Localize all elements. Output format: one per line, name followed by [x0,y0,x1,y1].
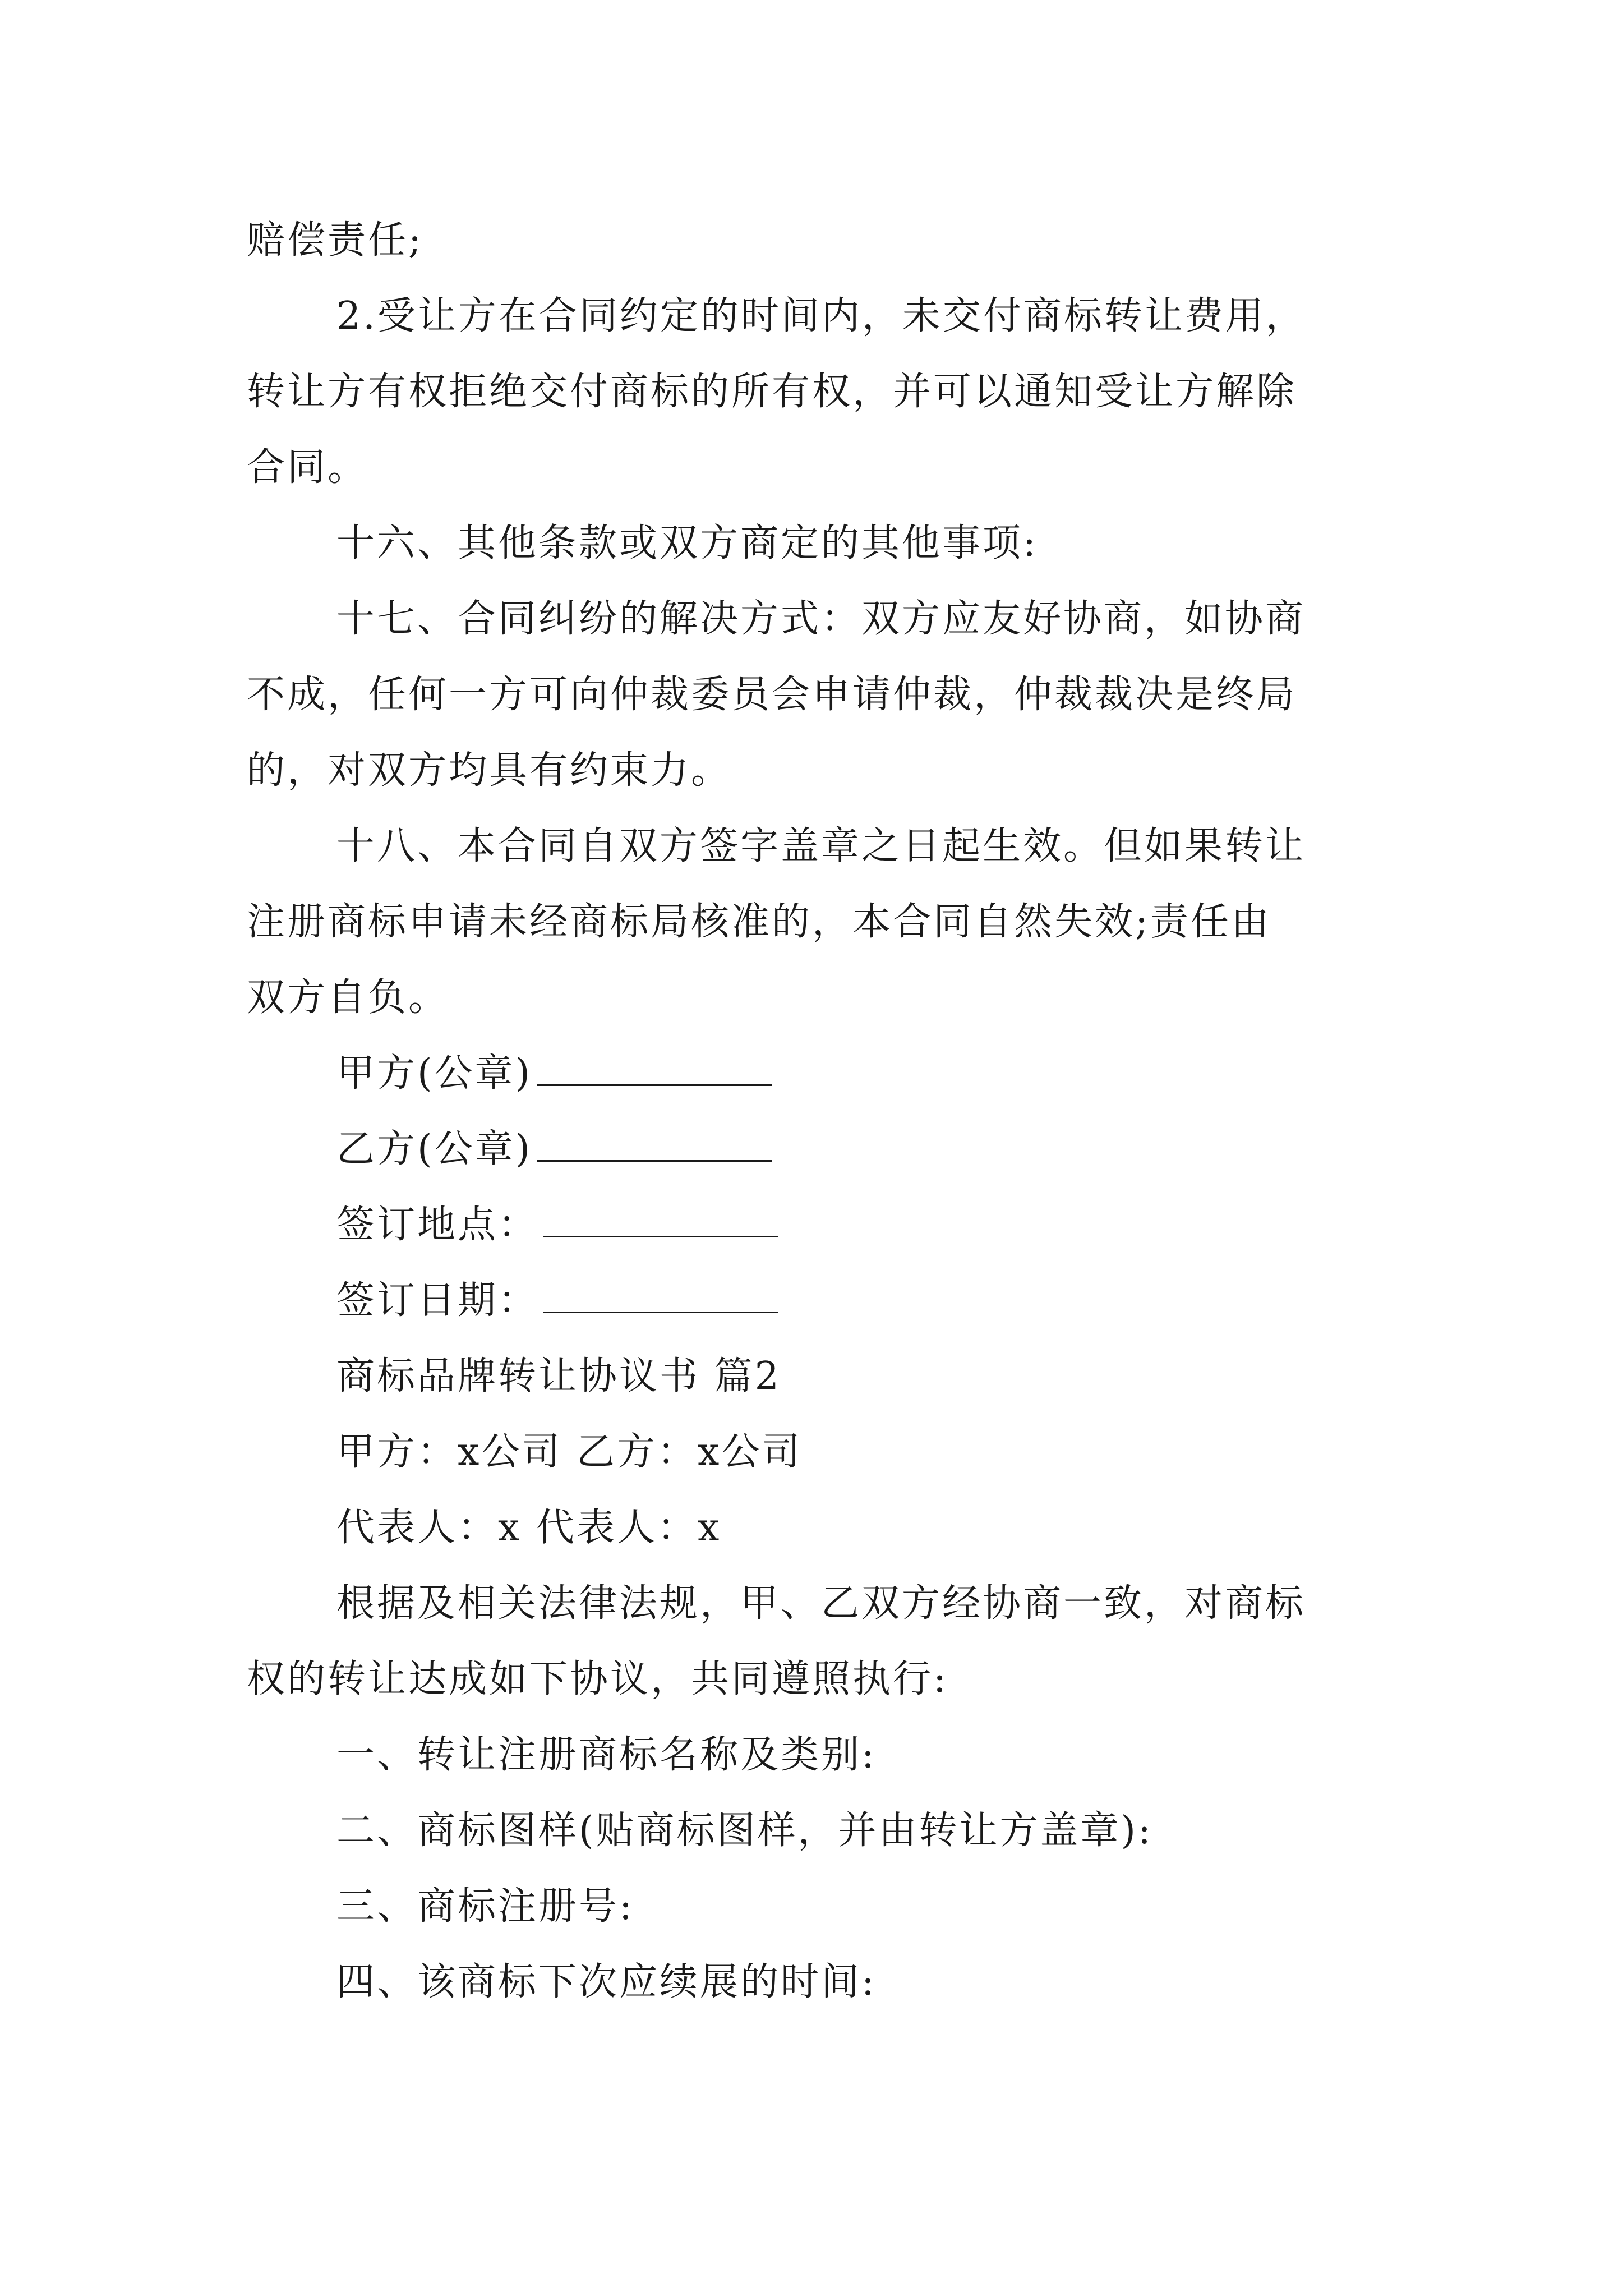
section-title: 商标品牌转让协议书 篇2 [336,1354,781,1398]
clause-line: 四、该商标下次应续展的时间: [336,1960,877,2004]
text-line: 合同。 [247,445,368,490]
clause-line: 二、商标图样(贴商标图样，并由转让方盖章): [336,1809,1153,1853]
field-label: 签订地点： [336,1203,539,1247]
text-line: 赔偿责任; [247,218,423,263]
text-line: 十八、本合同自双方签字盖章之日起生效。但如果转让 [336,824,1306,868]
text-line: 转让方有权拒绝交付商标的所有权，并可以通知受让方解除 [247,370,1297,414]
signature-field-party-b [336,1127,772,1171]
clause-line: 三、商标注册号: [336,1884,634,1929]
text-line: 的，对双方均具有约束力。 [247,748,732,793]
text-line: 2.受让方在合同约定的时间内，未交付商标转让费用， [336,294,1306,338]
blank-line [543,1282,778,1313]
text-line: 不成，任何一方可向仲裁委员会申请仲裁，仲裁裁决是终局 [247,673,1297,717]
representatives-line: 代表人：x 代表人：x [336,1506,722,1550]
intro-line: 权的转让达成如下协议，共同遵照执行: [247,1657,948,1701]
blank-line [537,1131,772,1162]
intro-line: 根据及相关法律法规，甲、乙双方经协商一致，对商标 [336,1581,1306,1626]
field-label: 乙方(公章) [336,1127,533,1171]
parties-line: 甲方：x公司 乙方：x公司 [336,1430,803,1474]
blank-line [543,1207,778,1237]
text-line: 注册商标申请未经商标局核准的，本合同自然失效;责任由 [247,900,1271,944]
signature-field-date [336,1278,778,1323]
clause-line: 一、转让注册商标名称及类别: [336,1733,877,1777]
blank-line [537,1055,772,1086]
text-line: 双方自负。 [247,976,449,1020]
signature-field-place [336,1203,778,1247]
field-label: 签订日期： [336,1278,539,1323]
field-label: 甲方(公章) [336,1051,533,1096]
text-line: 十六、其他条款或双方商定的其他事项: [336,521,1038,565]
text-line: 十七、合同纠纷的解决方式：双方应友好协商，如协商 [336,597,1306,641]
signature-field-party-a [336,1051,772,1096]
